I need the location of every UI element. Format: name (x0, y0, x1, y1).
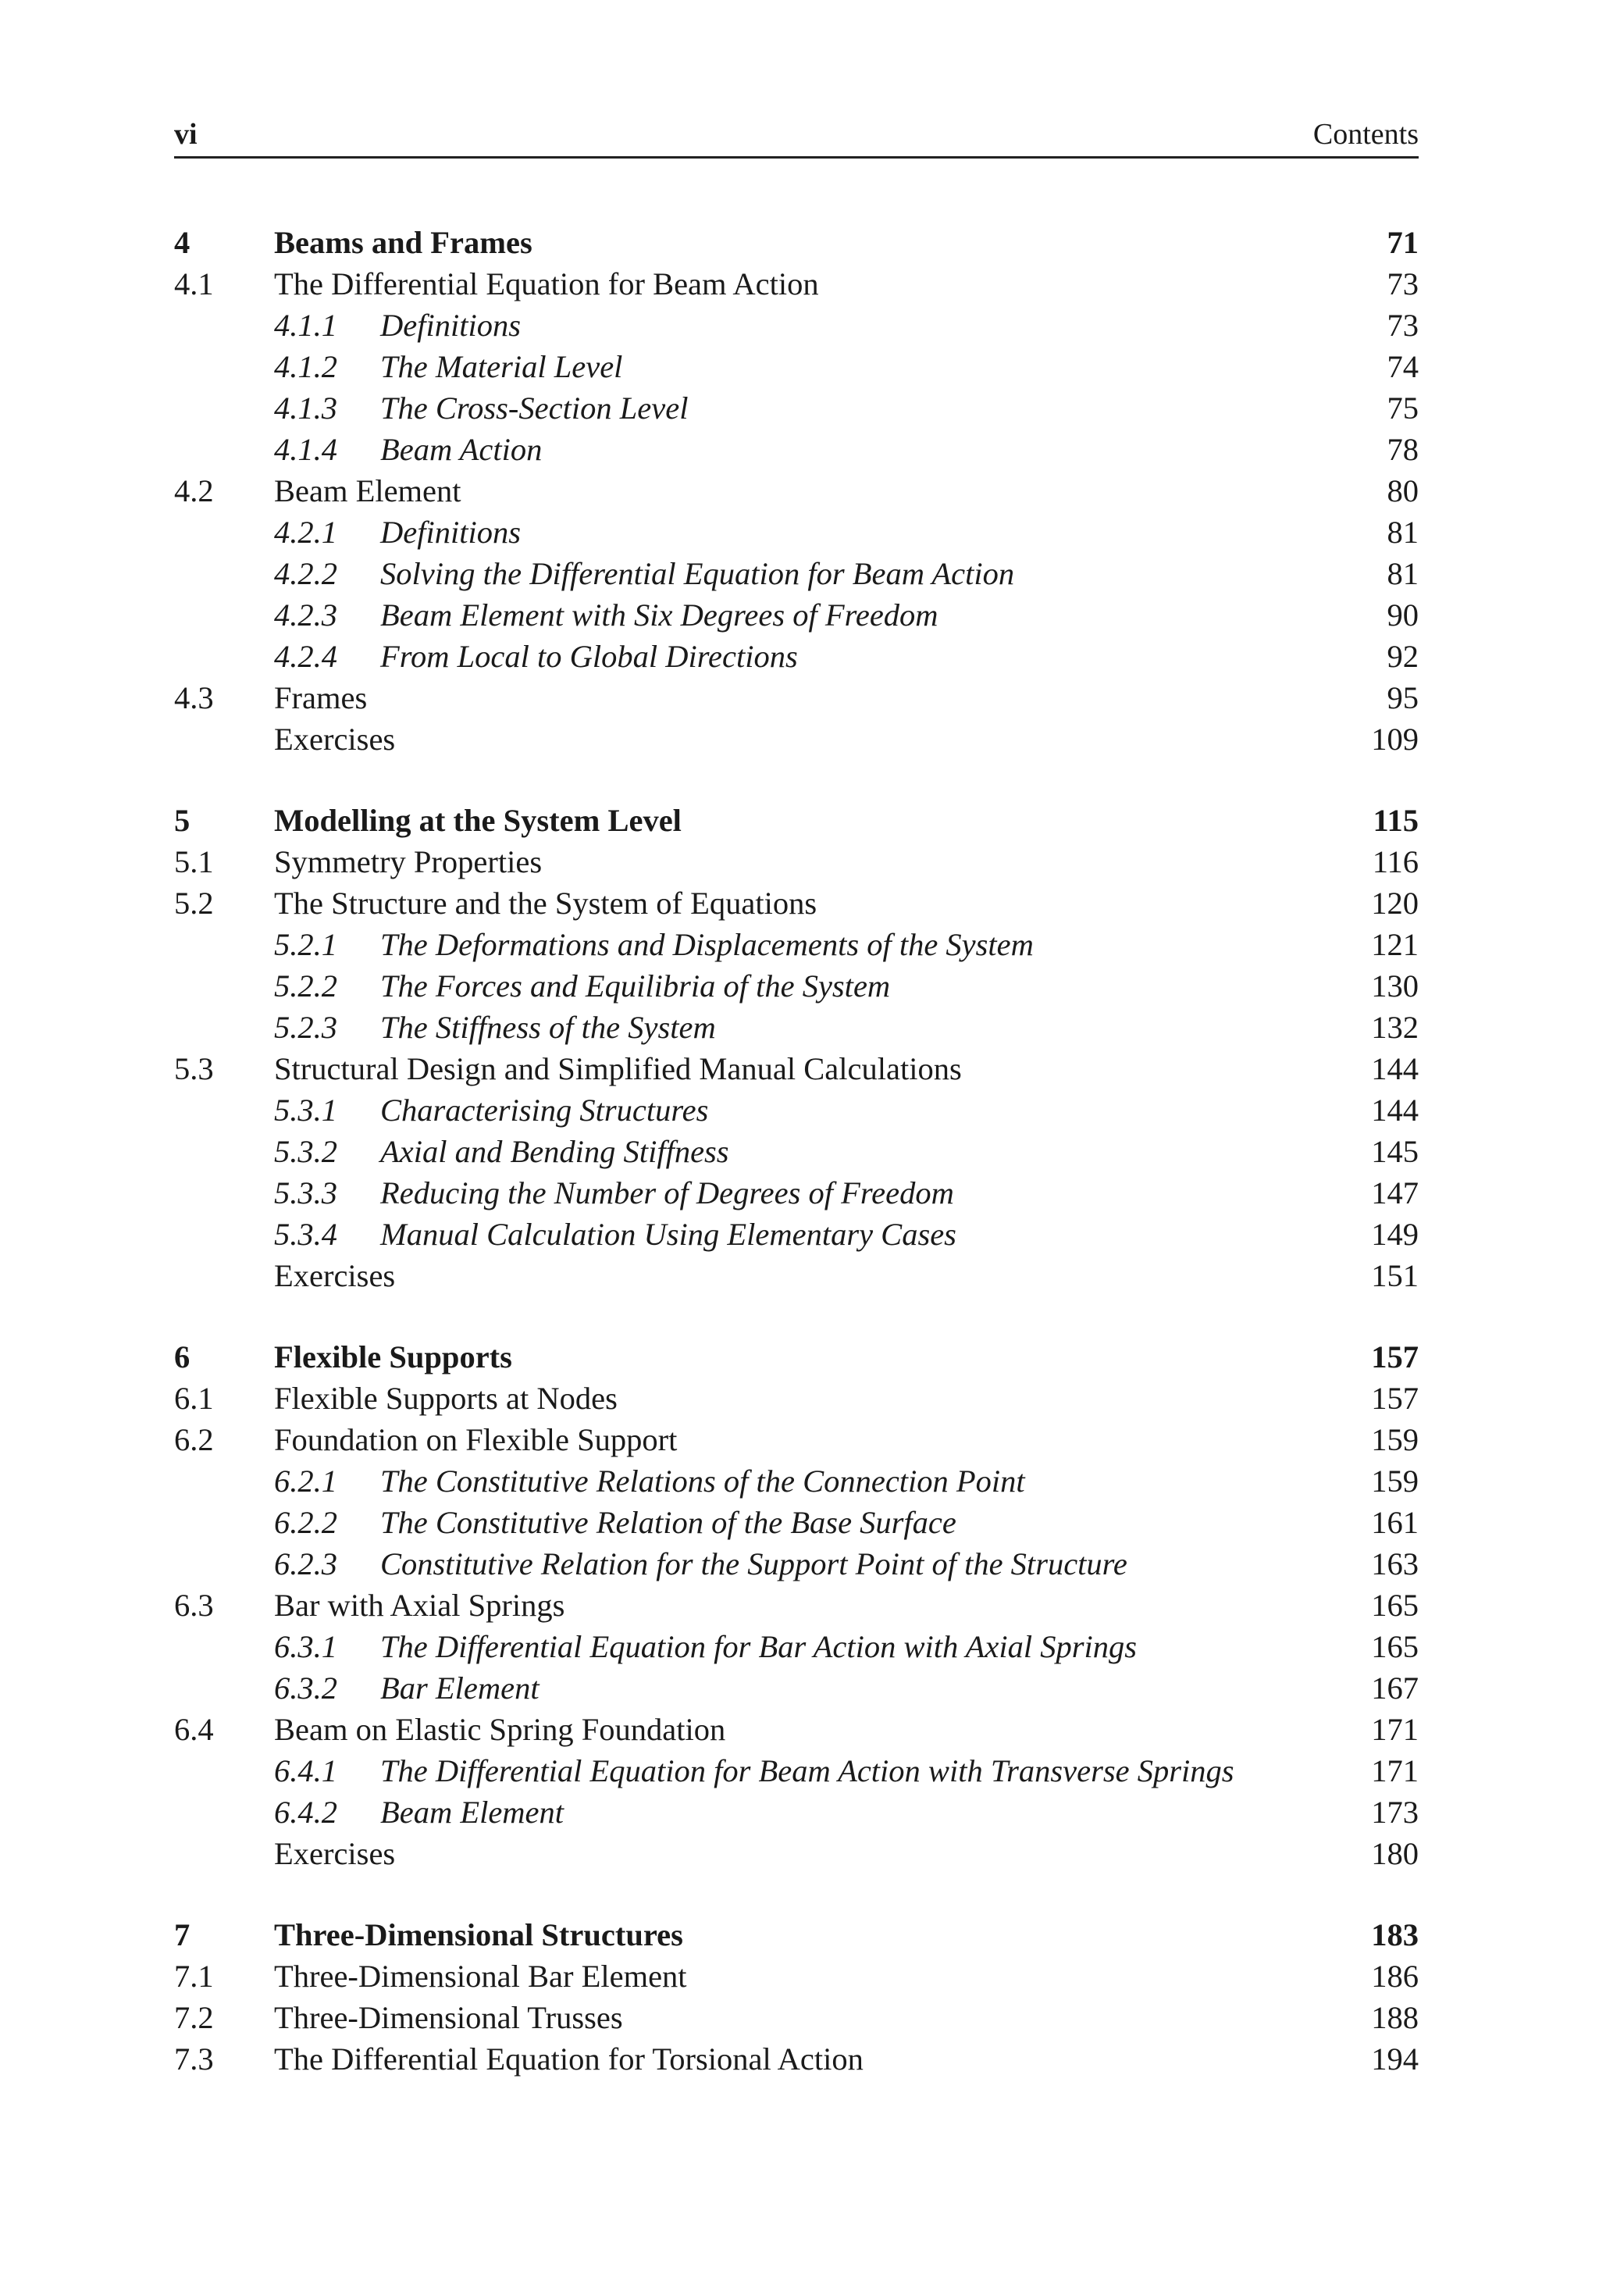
entry-number: 7.2 (174, 2000, 214, 2035)
entry-title: From Local to Global Directions (380, 639, 798, 674)
entry-title: Bar Element (380, 1670, 540, 1706)
entry-number: 6.3.2 (274, 1670, 337, 1706)
entry-title: Flexible Supports (274, 1339, 512, 1374)
section-entry[interactable] (174, 470, 1419, 512)
subsection-entry[interactable] (174, 346, 1419, 387)
entry-number: 5.1 (174, 844, 214, 879)
entry-page: 183 (1371, 1917, 1419, 1952)
entry-number: 6.2.2 (274, 1505, 337, 1540)
entry-title: Structural Design and Simplified Manual Calculations (274, 1051, 962, 1086)
entry-number: 4.1.3 (274, 390, 337, 426)
section-entry[interactable] (174, 677, 1419, 718)
entry-number: 4.2.2 (274, 556, 337, 591)
section-entry[interactable] (174, 1709, 1419, 1750)
entry-number: 5.2.2 (274, 968, 337, 1004)
entry-number: 6 (174, 1339, 191, 1374)
entry-number: 5.3.1 (274, 1093, 337, 1128)
section-entry[interactable] (174, 1048, 1419, 1089)
entry-title: Bar with Axial Springs (274, 1588, 565, 1623)
entry-page: 75 (1387, 390, 1419, 426)
subsection-entry[interactable] (174, 1131, 1419, 1172)
entry-page: 151 (1371, 1258, 1419, 1293)
chapter-block (174, 222, 1419, 760)
entry-page: 173 (1371, 1795, 1419, 1830)
subsection-entry[interactable] (174, 1460, 1419, 1502)
entry-number: 5.2.1 (274, 927, 337, 962)
entry-title: The Differential Equation for Beam Action (274, 266, 819, 301)
entry-number: 4.2 (174, 473, 214, 508)
entry-title: Three-Dimensional Trusses (274, 2000, 623, 2035)
entry-page: 147 (1371, 1175, 1419, 1210)
entry-number: 5.2 (174, 886, 214, 921)
entry-page: 132 (1371, 1010, 1419, 1045)
entry-title: Exercises (274, 1258, 396, 1293)
entry-page: 78 (1387, 432, 1419, 467)
entry-number: 6.2.3 (274, 1546, 337, 1581)
entry-title: Beam Element (274, 473, 461, 508)
entry-title: The Material Level (380, 349, 623, 384)
subsection-entry[interactable] (174, 1667, 1419, 1709)
entry-page: 92 (1387, 639, 1419, 674)
section-entry[interactable] (174, 263, 1419, 305)
entry-page: 188 (1371, 2000, 1419, 2035)
entry-page: 130 (1371, 968, 1419, 1004)
entry-page: 80 (1387, 473, 1419, 508)
entry-page: 157 (1371, 1339, 1419, 1374)
subsection-entry[interactable] (174, 429, 1419, 470)
subsection-entry[interactable] (174, 594, 1419, 636)
entry-number: 4.1.4 (274, 432, 337, 467)
entry-title: Beams and Frames (274, 225, 532, 260)
entry-page: 145 (1371, 1134, 1419, 1169)
entry-title: Symmetry Properties (274, 844, 543, 879)
subsection-entry[interactable] (174, 1089, 1419, 1131)
chapter-entry[interactable] (174, 1914, 1419, 1956)
entry-page: 167 (1371, 1670, 1419, 1706)
chapter-entry[interactable] (174, 800, 1419, 841)
chapter-block (174, 1914, 1419, 2080)
subsection-entry[interactable] (174, 1750, 1419, 1792)
entry-title: Exercises (274, 1836, 396, 1871)
entry-page: 71 (1387, 225, 1419, 260)
subsection-entry[interactable] (174, 1214, 1419, 1255)
entry-page: 161 (1371, 1505, 1419, 1540)
entry-number: 4.1.1 (274, 308, 337, 343)
page-header (174, 117, 1419, 159)
chapter-block (174, 1336, 1419, 1874)
section-entry[interactable] (174, 841, 1419, 882)
entry-number: 6.4.1 (274, 1753, 337, 1788)
entry-title: The Cross-Section Level (380, 390, 689, 426)
entry-number: 4.3 (174, 680, 214, 715)
entry-page: 74 (1387, 349, 1419, 384)
section-entry[interactable] (174, 882, 1419, 924)
subsection-entry[interactable] (174, 965, 1419, 1007)
entry-title: Definitions (380, 515, 521, 550)
entry-page: 165 (1371, 1629, 1419, 1664)
entry-title: Beam on Elastic Spring Foundation (274, 1712, 726, 1747)
entry-title: Frames (274, 680, 368, 715)
entry-title: The Forces and Equilibria of the System (380, 968, 891, 1004)
entry-page: 90 (1387, 597, 1419, 633)
chapter-entry[interactable] (174, 222, 1419, 263)
entry-number: 7 (174, 1917, 191, 1952)
entry-number: 7.3 (174, 2041, 214, 2077)
entry-number: 5.3.2 (274, 1134, 337, 1169)
entry-title: Modelling at the System Level (274, 803, 682, 838)
subsection-entry[interactable] (174, 636, 1419, 677)
page-number: vi (174, 118, 198, 151)
subsection-entry[interactable] (174, 1502, 1419, 1543)
entry-number: 5.3.3 (274, 1175, 337, 1210)
entry-title: Three-Dimensional Structures (274, 1917, 683, 1952)
entry-page: 159 (1371, 1464, 1419, 1499)
entry-number: 6.4.2 (274, 1795, 337, 1830)
entry-number: 5.3.4 (274, 1217, 337, 1252)
entry-title: Beam Action (380, 432, 543, 467)
table-of-contents (174, 222, 1419, 2120)
subsection-entry[interactable] (174, 1792, 1419, 1833)
entry-title: The Differential Equation for Torsional Action (274, 2041, 864, 2077)
entry-page: 81 (1387, 556, 1419, 591)
entry-page: 165 (1371, 1588, 1419, 1623)
entry-number: 4.2.3 (274, 597, 337, 633)
entry-page: 171 (1371, 1753, 1419, 1788)
entry-title: Reducing the Number of Degrees of Freedom (380, 1175, 954, 1210)
entry-title: The Differential Equation for Bar Action with Axial Springs (380, 1629, 1137, 1664)
entry-page: 109 (1371, 722, 1419, 757)
entry-title: The Structure and the System of Equations (274, 886, 817, 921)
entry-number: 6.2.1 (274, 1464, 337, 1499)
entry-page: 194 (1371, 2041, 1419, 2077)
entry-page: 116 (1372, 844, 1419, 879)
running-title: Contents (1312, 118, 1419, 151)
entry-page: 144 (1371, 1093, 1419, 1128)
section-entry[interactable] (174, 1378, 1419, 1419)
entry-number: 4 (174, 225, 191, 260)
entry-page: 163 (1371, 1546, 1419, 1581)
entry-page: 73 (1387, 266, 1419, 301)
entry-title: Flexible Supports at Nodes (274, 1381, 618, 1416)
entry-title: Exercises (274, 722, 396, 757)
section-entry[interactable] (174, 1585, 1419, 1626)
entry-title: Beam Element (380, 1795, 564, 1830)
chapter-entry[interactable] (174, 1336, 1419, 1378)
section-entry[interactable] (174, 718, 1419, 760)
section-entry[interactable] (174, 1956, 1419, 1997)
section-entry[interactable] (174, 2038, 1419, 2080)
entry-page: 149 (1371, 1217, 1419, 1252)
entry-title: Characterising Structures (380, 1093, 709, 1128)
entry-number: 4.2.1 (274, 515, 337, 550)
entry-number: 4.2.4 (274, 639, 337, 674)
entry-page: 120 (1371, 886, 1419, 921)
entry-title: Constitutive Relation for the Support Point of the Structure (380, 1546, 1127, 1581)
entry-page: 115 (1373, 803, 1419, 838)
entry-number: 7.1 (174, 1959, 214, 1994)
entry-title: The Differential Equation for Beam Action with Transverse Springs (380, 1753, 1234, 1788)
entry-page: 180 (1371, 1836, 1419, 1871)
entry-page: 95 (1387, 680, 1419, 715)
subsection-entry[interactable] (174, 1626, 1419, 1667)
entry-page: 157 (1371, 1381, 1419, 1416)
subsection-entry[interactable] (174, 1543, 1419, 1585)
entry-number: 4.1.2 (274, 349, 337, 384)
section-entry[interactable] (174, 1255, 1419, 1296)
entry-number: 6.1 (174, 1381, 214, 1416)
entry-title: The Constitutive Relation of the Base Surface (380, 1505, 956, 1540)
subsection-entry[interactable] (174, 387, 1419, 429)
subsection-entry[interactable] (174, 924, 1419, 965)
subsection-entry[interactable] (174, 1007, 1419, 1048)
chapter-block (174, 800, 1419, 1296)
entry-number: 6.2 (174, 1422, 214, 1457)
entry-title: Three-Dimensional Bar Element (274, 1959, 687, 1994)
entry-page: 144 (1371, 1051, 1419, 1086)
section-entry[interactable] (174, 1419, 1419, 1460)
subsection-entry[interactable] (174, 1172, 1419, 1214)
entry-title: The Stiffness of the System (380, 1010, 716, 1045)
entry-number: 6.4 (174, 1712, 214, 1747)
subsection-entry[interactable] (174, 305, 1419, 346)
entry-number: 5 (174, 803, 191, 838)
entry-page: 81 (1387, 515, 1419, 550)
entry-page: 159 (1371, 1422, 1419, 1457)
entry-title: Foundation on Flexible Support (274, 1422, 678, 1457)
entry-title: The Deformations and Displacements of the System (380, 927, 1034, 962)
entry-number: 5.3 (174, 1051, 214, 1086)
entry-number: 5.2.3 (274, 1010, 337, 1045)
entry-number: 6.3 (174, 1588, 214, 1623)
entry-page: 186 (1371, 1959, 1419, 1994)
entry-title: The Constitutive Relations of the Connection Point (380, 1464, 1025, 1499)
entry-number: 6.3.1 (274, 1629, 337, 1664)
entry-title: Beam Element with Six Degrees of Freedom (380, 597, 938, 633)
entry-title: Manual Calculation Using Elementary Cases (380, 1217, 956, 1252)
entry-page: 171 (1371, 1712, 1419, 1747)
entry-page: 73 (1387, 308, 1419, 343)
entry-title: Axial and Bending Stiffness (380, 1134, 729, 1169)
section-entry[interactable] (174, 1997, 1419, 2038)
entry-number: 4.1 (174, 266, 214, 301)
entry-page: 121 (1371, 927, 1419, 962)
entry-title: Definitions (380, 308, 521, 343)
subsection-entry[interactable] (174, 512, 1419, 553)
section-entry[interactable] (174, 1833, 1419, 1874)
entry-title: Solving the Differential Equation for Beam Action (380, 556, 1015, 591)
subsection-entry[interactable] (174, 553, 1419, 594)
